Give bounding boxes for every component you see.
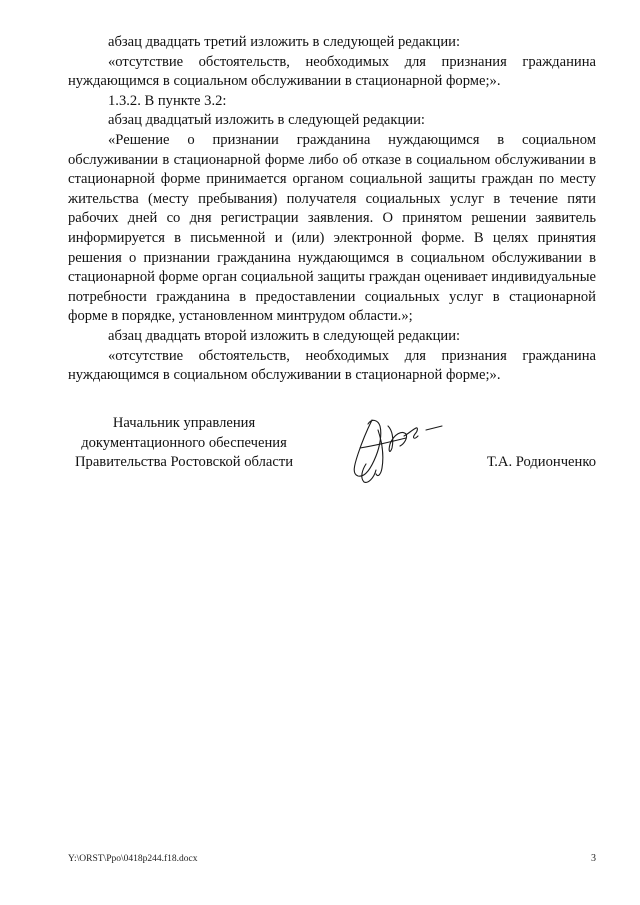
signatory-title [68,414,300,473]
paragraph-quote-1: «отсутствие обстоятельств, необходимых для признания гражданина нуждающимся в социальном обслуживании в стационарной форме;». [68,53,596,90]
paragraph-abzac-20: абзац двадцатый изложить в следующей редакции: [108,112,425,129]
signatory-title-line: Правительства Ростовской области [74,454,294,471]
document-body [68,33,596,386]
page-number: 3 [591,853,596,864]
paragraph-abzac-23: абзац двадцать третий изложить в следующей редакции: [108,34,461,50]
paragraph-item-1-3-2: 1.3.2. В пункте 3.2: [108,92,227,109]
paragraph-quote-2: «отсутствие обстоятельств, необходимых для признания гражданина нуждающимся в социальном обслуживании в стационарной форме;». [68,347,596,384]
file-path: Y:\ORST\Ppo\0418p244.f18.docx [68,854,198,864]
page-footer [68,852,596,866]
paragraph-decision-text: «Решение о признании гражданина нуждающимся в социальном обслуживании в стационарной форме либо об отказе в социальном обслуживании в стационарной форме принимается органом социальной защиты граждан по месту жительства (месту пребывания) получателя социальных услуг в течение пяти рабочих дней со дня регистрации заявления. О принятом решении заявитель информируется в письменной и (или) электронной форме. В целях принятия решения о признании гражданина нуждающимся в социальном обслуживании в стационарной форме орган социальной защиты граждан оценивает индивидуальные потребности гражданина в предоставлении социальных услуг в стационарной форме в порядке, установленном минтрудом области.»; [68,131,596,325]
signatory-title-line: документационного обеспечения [81,434,287,451]
signatory-name: Т.А. Родионченко [486,454,596,470]
signatory-title-line: Начальник управления [112,415,256,431]
handwritten-signature [332,408,452,488]
paragraph-abzac-22: абзац двадцать второй изложить в следующей редакции: [108,327,461,344]
